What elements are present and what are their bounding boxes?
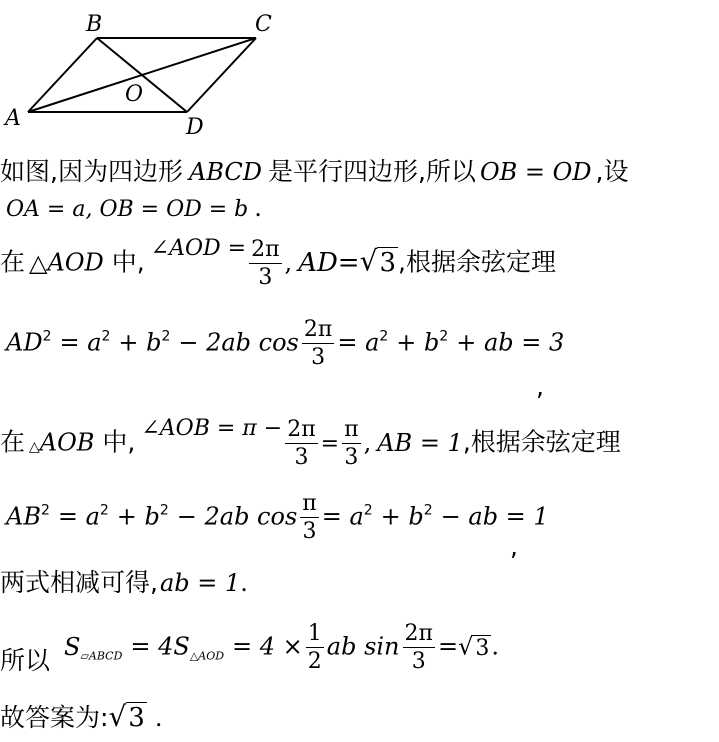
line-9 [0,698,162,734]
l4-eq1: = a [59,328,102,357]
l1-mid: 是平行四边形,所以 [267,157,476,186]
l6-eq1: = a [57,502,100,531]
l8-sub2: △AOD [189,649,225,663]
line-6: $AB^2 = a^2 + b^2 - 2ab$ cos $\frac{\pi}{3}$ = $a^2 + b^2$ − ab = 1 [6,491,549,545]
triangle-symbol: △ [29,248,48,277]
l8-prefix: 所以 [0,645,51,675]
l5-prefix: 在 [0,427,26,457]
l3-suffix: ,根据余弦定理 [398,247,556,277]
l4-comma: , [536,372,544,401]
l8-s: S [64,632,81,661]
line-2 [6,193,262,222]
line-1 [0,152,629,188]
label-c: C [255,12,272,37]
l5-mid: 中, [102,427,136,457]
l7-eq: ab = 1 [159,569,241,597]
l4-end: + ab = 3 [456,328,565,357]
frac-2pi-over-3-l5: $\frac{2\pi}{3}$ [287,417,316,471]
l5-angle: ∠AOB = π − [141,415,283,441]
l1-suffix: ,设 [595,157,629,186]
l2-eq: OA = a, OB = OD = b [6,197,249,222]
l8-end: . [491,632,500,661]
l5-aob: AOB [39,428,95,457]
l3-prefix: 在 [0,247,26,277]
frac-2pi-over-3-l4: $\frac{2\pi}{3}$ [303,317,333,371]
l7-end: . [240,569,248,597]
parallelogram-figure [0,0,300,150]
l9-prefix: 故答案为: [0,703,109,732]
l3-aod: AOD [47,248,104,277]
l6-rhs2: + b [380,502,424,531]
sqrt-symbol-l8: √ [458,632,474,661]
l6-mid: − 2ab cos [176,502,298,531]
l3-angle: ∠AOD = [150,235,247,261]
label-d: D [186,115,204,140]
l6-b: + b [116,502,160,531]
line-8 [0,622,499,673]
label-a: A [5,106,21,131]
l8-sub1: ▱ABCD [80,649,123,663]
line-5 [0,415,621,471]
l8-eq1: = 4S [130,632,190,661]
l4-b: + b [118,328,162,357]
l5-ab: AB = 1 [377,428,463,457]
frac-2pi-over-3: $\frac{2\pi}{3}$ [251,237,280,291]
line-4: $AD^2 = a^2 + b^2 - 2ab$ cos $\frac{2\pi}{3}$ = $a^2 + b^2$ + ab = 3 [6,317,565,371]
label-b: B [86,12,103,37]
frac-pi-over-3-l6: $\frac{\pi}{3}$ [302,491,317,545]
frac-2pi-over-3-l8: $\frac{2\pi}{3}$ [404,621,433,675]
frac-pi-over-3: $\frac{\pi}{3}$ [344,417,359,471]
l8-eq2: = 4 × [232,632,303,661]
l3-sep: , [284,248,293,277]
l5-sep: , [363,428,372,457]
l4-mid: − 2ab cos [178,328,299,357]
l2-end: . [254,194,262,222]
sqrt-symbol: √ [359,244,378,278]
sqrt-3: 3 [379,247,396,278]
line-3 [0,235,556,291]
l9-end: . [154,704,163,732]
l8-eq3: = [437,632,459,661]
sqrt-3-l8: 3 [475,635,490,661]
l6-lhs: AB [6,502,41,531]
l1-eq: OB = OD [479,158,592,186]
line-7 [0,563,248,599]
l4-rhs: = a [337,328,380,357]
l7-prefix: 两式相减可得, [0,568,158,597]
l6-comma: , [510,532,518,561]
sqrt-3-l9: 3 [128,703,145,733]
l1-abcd: ABCD [188,158,262,186]
l3-ad: AD= [298,247,360,278]
l4-rhs2: + b [396,328,440,357]
l4-lhs: AD [6,328,43,357]
frac-1-over-2: $\frac{1}{2}$ [307,621,322,675]
sqrt-symbol-l9: √ [108,700,127,733]
l8-mid: ab sin [326,632,400,661]
l1-prefix: 如图,因为四边形 [0,157,183,186]
label-o: O [125,82,144,107]
l5-suffix: ,根据余弦定理 [462,427,621,457]
small-triangle-symbol: △ [29,438,40,455]
l6-rhs: = a [321,502,364,531]
l3-mid: 中, [111,247,145,277]
l5-eq: = [320,431,340,457]
l6-end: − ab = 1 [440,502,549,531]
